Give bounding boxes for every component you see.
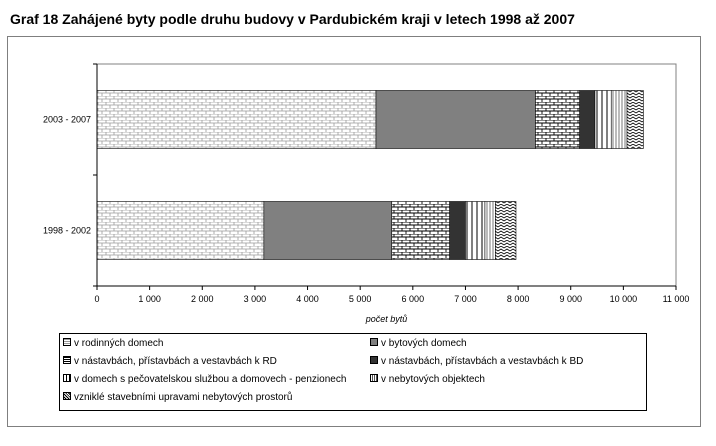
bar-1998-2002-series-5 xyxy=(465,202,484,260)
x-tick-label: 5 000 xyxy=(348,294,372,304)
x-tick-label: 1 000 xyxy=(138,294,161,304)
legend xyxy=(59,333,647,411)
legend-label: vzniklé stavebními upravami nebytových prostorů xyxy=(74,392,293,403)
x-tick-label: 6 000 xyxy=(401,294,425,304)
x-tick-label: 9 000 xyxy=(559,294,582,304)
legend-swatch xyxy=(63,338,71,346)
x-tick-label: 7 000 xyxy=(454,294,477,304)
bar-2003-2007-series-3 xyxy=(535,91,579,149)
legend-label: v nástavbách, přístavbách a vestavbách k RD xyxy=(74,356,277,367)
bar-2003-2007-series-7 xyxy=(627,91,643,149)
legend-item xyxy=(370,373,485,387)
legend-swatch xyxy=(370,374,378,382)
legend-label: v nebytových objektech xyxy=(381,374,485,385)
x-tick-label: 8 000 xyxy=(506,294,530,304)
bar-1998-2002-series-7 xyxy=(495,202,516,260)
legend-label: v bytových domech xyxy=(381,338,467,349)
legend-item xyxy=(370,337,467,351)
x-tick-label: 2 000 xyxy=(191,294,214,304)
legend-swatch xyxy=(370,338,378,346)
bar-1998-2002-series-1 xyxy=(97,202,264,260)
legend-item xyxy=(63,355,277,369)
bar-2003-2007-series-6 xyxy=(611,91,627,149)
category-label: 2003 - 2007 xyxy=(42,114,91,125)
legend-swatch xyxy=(370,356,378,364)
x-tick-label: 11 000 xyxy=(662,294,690,304)
bar-2003-2007-series-1 xyxy=(97,91,376,149)
legend-item xyxy=(63,373,346,387)
x-tick-label: 10 000 xyxy=(609,294,638,304)
legend-swatch xyxy=(63,392,71,400)
chart-title: Graf 18 Zahájené byty podle druhu budovy v Pardubickém kraji v letech 1998 až 2007 xyxy=(10,11,575,27)
bar-1998-2002-series-3 xyxy=(392,202,450,260)
legend-label: v domech s pečovatelskou službou a domovech - penzionech xyxy=(74,374,347,385)
legend-item xyxy=(63,337,164,351)
legend-label: v nástavbách, přístavbách a vestavbách k BD xyxy=(381,356,584,367)
category-label: 1998 - 2002 xyxy=(42,225,91,236)
legend-swatch xyxy=(63,356,71,364)
bar-1998-2002-series-4 xyxy=(450,202,466,260)
bar-2003-2007-series-5 xyxy=(595,91,611,149)
x-axis-title: počet bytů xyxy=(365,314,408,324)
x-tick-label: 0 xyxy=(94,294,100,304)
legend-label: v rodinných domech xyxy=(74,338,164,349)
bar-2003-2007-series-2 xyxy=(376,91,535,149)
bar-1998-2002-series-2 xyxy=(264,202,392,260)
legend-item xyxy=(370,355,583,369)
bar-1998-2002-series-6 xyxy=(485,202,496,260)
bar-2003-2007-series-4 xyxy=(580,91,595,149)
legend-swatch xyxy=(63,374,71,382)
x-tick-label: 4 000 xyxy=(296,294,319,304)
x-tick-label: 3 000 xyxy=(243,294,267,304)
legend-item xyxy=(63,391,292,405)
